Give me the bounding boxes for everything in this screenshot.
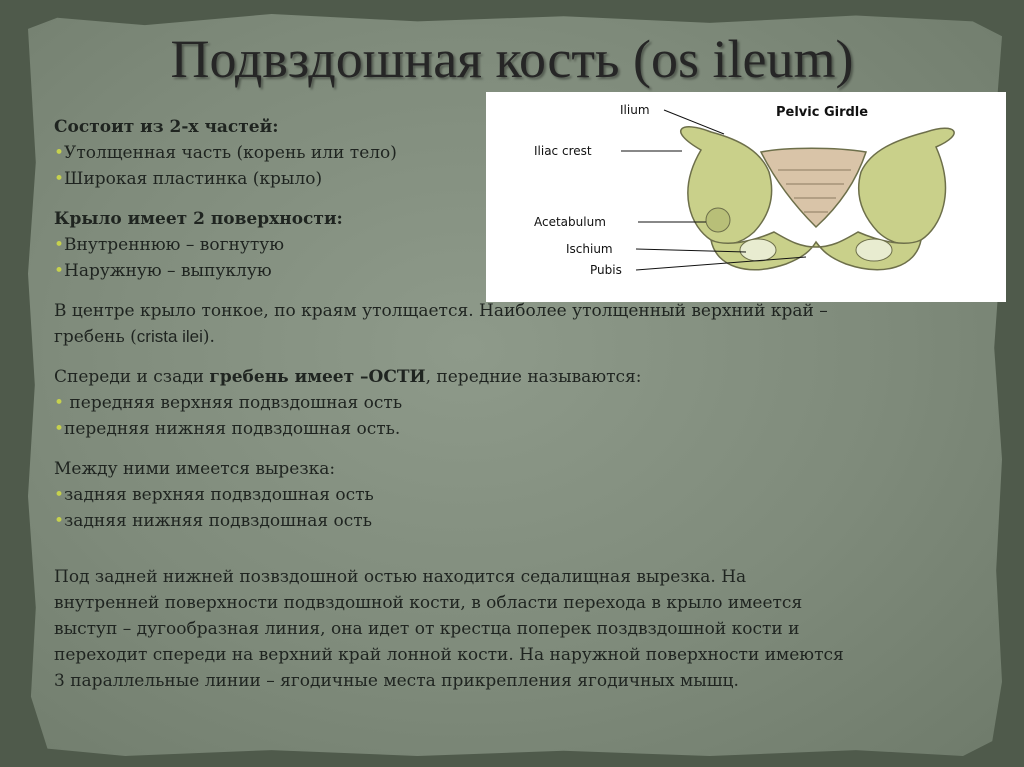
bullet-icon: • [54, 261, 65, 281]
notch-heading: Между ними имеется вырезка: [54, 459, 336, 479]
slide-body [54, 114, 974, 694]
spines-section [54, 364, 974, 442]
center-section [54, 298, 974, 350]
bullet-icon: • [54, 419, 65, 439]
label-ilium: Ilium [620, 103, 650, 117]
notch-item: •задняя нижняя подвздошная ость [54, 511, 372, 531]
slide-title: Подвздошная кость (os ileum) [170, 29, 854, 89]
bullet-icon: • [54, 511, 65, 531]
surfaces-heading: Крыло имеет 2 поверхности: [54, 209, 343, 229]
notch-section [54, 456, 974, 534]
surfaces-item: •Внутреннюю – вогнутую [54, 235, 285, 255]
bottom-line: внутренней поверхности подвздошной кости, в области перехода в крыло имеется [54, 593, 803, 613]
figure-heading: Pelvic Girdle [776, 105, 869, 120]
bottom-line: 3 параллельные линии – ягодичные места прикрепления ягодичных мышц. [54, 671, 739, 691]
spines-item: •передняя нижняя подвздошная ость. [54, 419, 401, 439]
bullet-icon: • [54, 393, 65, 413]
parts-heading: Состоит из 2-х частей: [54, 117, 279, 137]
spines-intro: Спереди и сзади гребень имеет –ОСТИ, передние называются: [54, 367, 642, 387]
bullet-icon: • [54, 169, 65, 189]
label-acetabulum: Acetabulum [534, 215, 606, 229]
surfaces-section [54, 206, 474, 284]
parts-item: •Утолщенная часть (корень или тело) [54, 143, 397, 163]
label-pubis: Pubis [590, 263, 622, 277]
center-line: В центре крыло тонкое, по краям утолщается. Наиболее утолщенный верхний край – [54, 301, 828, 321]
parts-item: •Широкая пластинка (крыло) [54, 169, 323, 189]
bottom-paragraph [54, 564, 974, 694]
notch-item: •задняя верхняя подвздошная ость [54, 485, 374, 505]
bullet-icon: • [54, 235, 65, 255]
label-ischium: Ischium [566, 242, 613, 256]
bullet-icon: • [54, 485, 65, 505]
label-iliac-crest: Iliac crest [534, 144, 592, 158]
bottom-line: Под задней нижней позвздошной остью находится седалищная вырезка. На [54, 567, 747, 587]
center-line: гребень (crista ilei). [54, 327, 215, 347]
bottom-line: выступ – дугообразная линия, она идет от крестца поперек поздвздошной кости и [54, 619, 800, 639]
bullet-icon: • [54, 143, 65, 163]
surfaces-item: •Наружную – выпуклую [54, 261, 272, 281]
spines-item: • передняя верхняя подвздошная ость [54, 393, 403, 413]
parts-section [54, 114, 474, 192]
bottom-line: переходит спереди на верхний край лонной кости. На наружной поверхности имеются [54, 645, 844, 665]
